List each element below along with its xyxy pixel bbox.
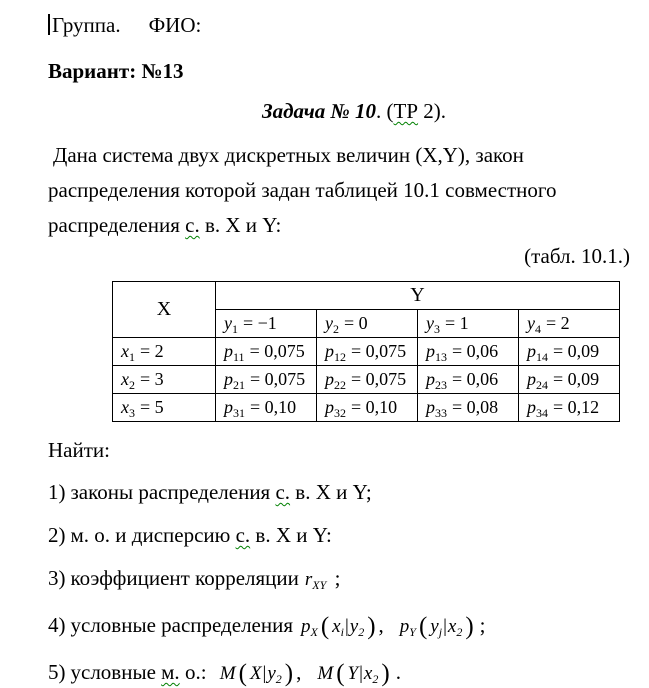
p-eq: = 0,10 <box>351 397 398 417</box>
math-sub: XY <box>312 578 327 592</box>
p-value-cell <box>418 394 519 422</box>
intro-line-1: Дана система двух дискретных величин (X,Y), закон <box>53 143 524 167</box>
y-eq: = 2 <box>546 313 570 333</box>
find-label: Найти: <box>48 438 110 462</box>
table-row <box>113 366 620 394</box>
y-col-header <box>519 310 620 338</box>
y-var: y <box>426 313 434 333</box>
p-eq: = 0,12 <box>553 397 600 417</box>
item-number: 3) <box>48 566 66 590</box>
p-value-cell <box>519 366 620 394</box>
table-header-row <box>113 282 620 310</box>
p-sub: 14 <box>536 350 548 364</box>
close-paren: ) <box>465 613 474 640</box>
p-eq: = 0,075 <box>351 369 407 389</box>
item-sq-text: с. <box>235 523 251 547</box>
variant-label: Вариант: №13 <box>48 59 184 83</box>
intro-line-3-sq: с. <box>185 213 200 237</box>
math-arg1-sub: i <box>340 625 344 639</box>
y-col-header <box>216 310 317 338</box>
math-fn-sub: X <box>310 625 318 639</box>
y-col-header <box>317 310 418 338</box>
x-var: x <box>121 369 129 389</box>
y-sub: 2 <box>333 322 339 336</box>
p-value-cell <box>519 394 620 422</box>
formula-separator: , <box>378 613 384 637</box>
p-eq: = 0,09 <box>553 341 600 361</box>
group-fio-line <box>48 12 630 38</box>
item-sq-text: с. <box>275 480 291 504</box>
conditional-distribution-formula-1 <box>301 613 379 640</box>
p-sub: 33 <box>435 406 447 420</box>
intro-line-3-pre: распределения <box>48 213 186 237</box>
math-fn: p <box>301 616 311 637</box>
math-arg2-sub: 2 <box>456 625 463 639</box>
p-sub: 31 <box>233 406 245 420</box>
x-value-cell <box>113 394 216 422</box>
x-sub: 3 <box>129 406 135 420</box>
open-paren: ( <box>418 613 428 640</box>
task-title-tr: ТР <box>393 99 419 123</box>
item-text: условные распределения <box>70 613 293 637</box>
p-eq: = 0,06 <box>452 341 499 361</box>
intro-line-2: распределения которой задан таблицей 10.1 совместного <box>48 178 557 202</box>
item-number: 2) <box>48 523 66 547</box>
y-var: y <box>325 313 333 333</box>
x-eq: = 2 <box>140 341 164 361</box>
y-var: y <box>224 313 232 333</box>
y-eq: = 0 <box>344 313 368 333</box>
math-fn-sub: Y <box>409 625 416 639</box>
p-value-cell <box>519 338 620 366</box>
text-cursor <box>48 14 50 35</box>
item-text: . <box>395 660 401 684</box>
find-item-3 <box>48 564 630 594</box>
math-arg2-sub: 2 <box>358 625 365 639</box>
p-value-cell <box>317 366 418 394</box>
p-sub: 12 <box>334 350 346 364</box>
task-title-mid: . ( <box>376 99 394 123</box>
x-value-cell <box>113 366 216 394</box>
p-sub: 23 <box>435 378 447 392</box>
conditional-bar: | <box>262 663 267 684</box>
open-paren: ( <box>238 660 247 687</box>
x-eq: = 5 <box>140 397 164 417</box>
math-arg2: x <box>447 616 457 637</box>
task-title-main: Задача № 10 <box>261 99 377 123</box>
table-x-header: X <box>113 282 216 338</box>
p-value-cell <box>216 394 317 422</box>
math-arg1: x <box>332 616 341 637</box>
close-paren: ) <box>367 613 376 640</box>
math-arg2: y <box>267 663 276 684</box>
math-arg1-sub: j <box>438 625 443 639</box>
item-number: 4) <box>48 613 66 637</box>
p-value-cell <box>418 338 519 366</box>
p-var: p <box>224 397 233 417</box>
p-var: p <box>527 397 536 417</box>
intro-paragraph <box>48 138 630 243</box>
p-var: p <box>426 397 435 417</box>
p-var: p <box>325 369 334 389</box>
x-value-cell <box>113 338 216 366</box>
correlation-coefficient-formula <box>305 569 326 590</box>
math-arg1: X <box>249 663 262 684</box>
p-var: p <box>527 369 536 389</box>
item-number: 1) <box>48 480 66 504</box>
p-sub: 22 <box>334 378 346 392</box>
intro-line-3 <box>48 208 630 243</box>
p-eq: = 0,10 <box>250 397 297 417</box>
item-number: 5) <box>48 660 66 684</box>
table-ref: (табл. 10.1.) <box>524 244 630 268</box>
item-text: ; <box>479 613 486 637</box>
p-value-cell <box>216 366 317 394</box>
x-sub: 1 <box>129 350 135 364</box>
find-item-5 <box>48 658 630 688</box>
find-item-2 <box>48 521 630 549</box>
find-item-4 <box>48 611 630 641</box>
table-y-header: Y <box>216 282 620 310</box>
p-value-cell <box>216 338 317 366</box>
p-sub: 21 <box>233 378 245 392</box>
y-sub: 4 <box>535 322 541 336</box>
p-eq: = 0,06 <box>452 369 499 389</box>
item-text: о.: <box>179 660 212 684</box>
formula-separator: , <box>296 660 302 684</box>
p-sub: 34 <box>536 406 548 420</box>
p-eq: = 0,075 <box>249 341 305 361</box>
item-text: ; <box>329 566 341 590</box>
p-eq: = 0,09 <box>553 369 600 389</box>
y-eq: = 1 <box>445 313 469 333</box>
p-sub: 32 <box>334 406 346 420</box>
conditional-bar: | <box>359 663 363 684</box>
p-var: p <box>224 341 233 361</box>
find-item-1 <box>48 478 630 506</box>
x-sub: 2 <box>129 378 135 392</box>
p-value-cell <box>317 394 418 422</box>
p-var: p <box>426 369 435 389</box>
table-row <box>113 394 620 422</box>
item-text: м. о. и дисперсию <box>70 523 236 547</box>
y-sub: 3 <box>434 322 440 336</box>
p-var: p <box>325 397 334 417</box>
conditional-distribution-formula-2 <box>399 613 477 640</box>
close-paren: ) <box>381 660 390 687</box>
conditional-bar: | <box>443 616 447 637</box>
p-sub: 11 <box>233 350 245 364</box>
p-eq: = 0,08 <box>452 397 499 417</box>
p-var: p <box>224 369 233 389</box>
task-title-end: 2). <box>418 99 447 123</box>
math-arg2-sub: 2 <box>372 672 379 686</box>
open-paren: ( <box>320 613 330 640</box>
p-value-cell <box>317 338 418 366</box>
math-fn: M <box>219 663 236 684</box>
math-arg2: x <box>363 663 373 684</box>
p-var: p <box>325 341 334 361</box>
fio-label: ФИО: <box>148 13 202 37</box>
item-text: в. X и Y; <box>290 480 372 504</box>
item-text: условные <box>70 660 162 684</box>
math-var: r <box>304 569 313 590</box>
intro-line-3-post: в. X и Y: <box>199 213 282 237</box>
y-col-header <box>418 310 519 338</box>
math-arg1: y <box>430 616 439 637</box>
item-text: законы распределения <box>70 480 276 504</box>
group-label: Группа. <box>52 13 121 37</box>
open-paren: ( <box>336 660 345 687</box>
joint-distribution-table <box>112 281 620 422</box>
p-value-cell <box>418 366 519 394</box>
x-var: x <box>121 397 129 417</box>
p-var: p <box>527 341 536 361</box>
y-var: y <box>527 313 535 333</box>
close-paren: ) <box>284 660 294 687</box>
p-var: p <box>426 341 435 361</box>
p-eq: = 0,075 <box>250 369 306 389</box>
math-arg2-sub: 2 <box>275 672 282 686</box>
item-text: коэффициент корреляции <box>70 566 299 590</box>
y-sub: 1 <box>232 322 238 336</box>
y-eq: = −1 <box>243 313 277 333</box>
task-title <box>48 97 630 125</box>
p-sub: 24 <box>536 378 548 392</box>
math-fn: M <box>317 663 334 684</box>
math-fn: p <box>399 616 410 637</box>
conditional-bar: | <box>344 616 349 637</box>
p-eq: = 0,075 <box>351 341 407 361</box>
math-arg2: y <box>349 616 359 637</box>
item-text: в. X и Y: <box>250 523 332 547</box>
math-arg1: Y <box>347 663 359 684</box>
table-row <box>113 338 620 366</box>
p-sub: 13 <box>435 350 447 364</box>
item-sq-text: м. <box>161 660 180 684</box>
x-var: x <box>121 341 129 361</box>
x-eq: = 3 <box>140 369 164 389</box>
